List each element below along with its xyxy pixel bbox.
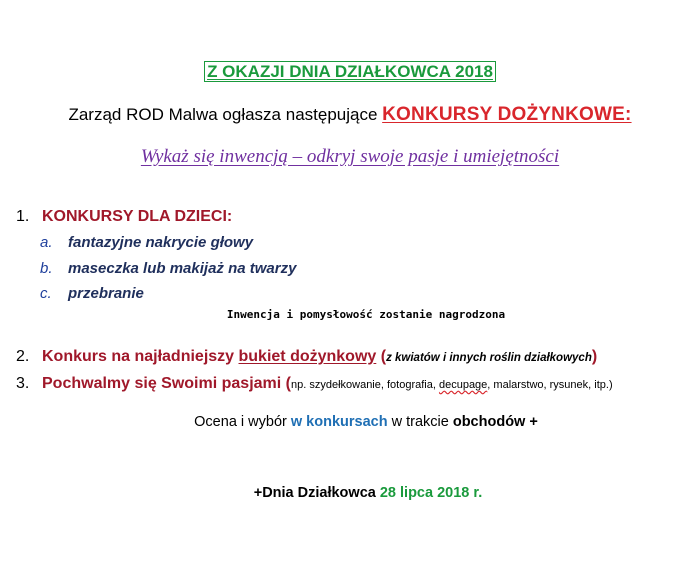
subitem-b: [40, 260, 296, 277]
contest-2-detail: z kwiatów i innych roślin działkowych: [386, 352, 592, 364]
contest-3-label: Pochwalmy się Swoimi pasjami: [42, 375, 282, 392]
subitem-b-letter: b.: [40, 260, 53, 277]
contest-1: [16, 208, 232, 226]
subitem-c-letter: c.: [40, 285, 52, 302]
announcement-text: Zarząd ROD Malwa ogłasza następujące: [68, 105, 383, 124]
contest-2-paren-open: (: [376, 348, 387, 365]
contest-2-number: 2.: [16, 348, 30, 365]
contest-3: [16, 375, 613, 393]
subitem-c-text: przebranie: [68, 285, 144, 302]
contest-3-paren-open: (: [281, 375, 291, 392]
contest-2-prefix: Konkurs na najładniejszy: [42, 348, 239, 365]
contest-3-number: 3.: [16, 375, 30, 392]
rating-line: [0, 414, 700, 430]
announcement-highlight: KONKURSY DOŻYNKOWE:: [382, 104, 632, 125]
contest-1-label: KONKURSY DLA DZIECI:: [42, 208, 233, 225]
rating-bold: obchodów +: [452, 414, 538, 430]
contest-3-examples-a: np. szydełkowanie, fotografia,: [290, 379, 439, 391]
contest-1-note: Inwencja i pomysłowość zostanie nagrodzona: [226, 308, 506, 321]
rating-blue: w konkursach: [290, 414, 388, 430]
announcement: [0, 104, 700, 126]
contest-3-examples-b: , malarstwo, rysunek, itp.: [487, 379, 609, 391]
contest-2-paren-close: ): [591, 348, 598, 365]
date-prefix: +Dnia Działkowca: [253, 485, 380, 501]
document-title: [0, 62, 700, 82]
date-highlight: 28 lipca 2018 r.: [379, 485, 483, 501]
contest-2-underlined: bukiet dożynkowy: [238, 348, 377, 365]
contest-3-examples-decupage: decupage: [438, 379, 488, 391]
motto: Wykaż się inwencją – odkryj swoje pasje i umiejętności: [140, 146, 560, 167]
title-text: Z OKAZJI DNIA DZIAŁKOWCA 2018: [204, 61, 496, 82]
subitem-a-letter: a.: [40, 234, 53, 251]
subitem-b-text: maseczka lub makijaż na twarzy: [68, 260, 297, 277]
subitem-a-text: fantazyjne nakrycie głowy: [68, 234, 254, 251]
subitem-c: [40, 285, 144, 302]
date-line: [0, 485, 700, 501]
contest-3-paren-close: ): [608, 379, 613, 391]
rating-a: Ocena i wybór: [194, 414, 291, 430]
rating-b: w trakcie: [387, 414, 453, 430]
contest-1-number: 1.: [16, 208, 30, 225]
contest-2: [16, 348, 597, 366]
subitem-a: [40, 234, 253, 251]
